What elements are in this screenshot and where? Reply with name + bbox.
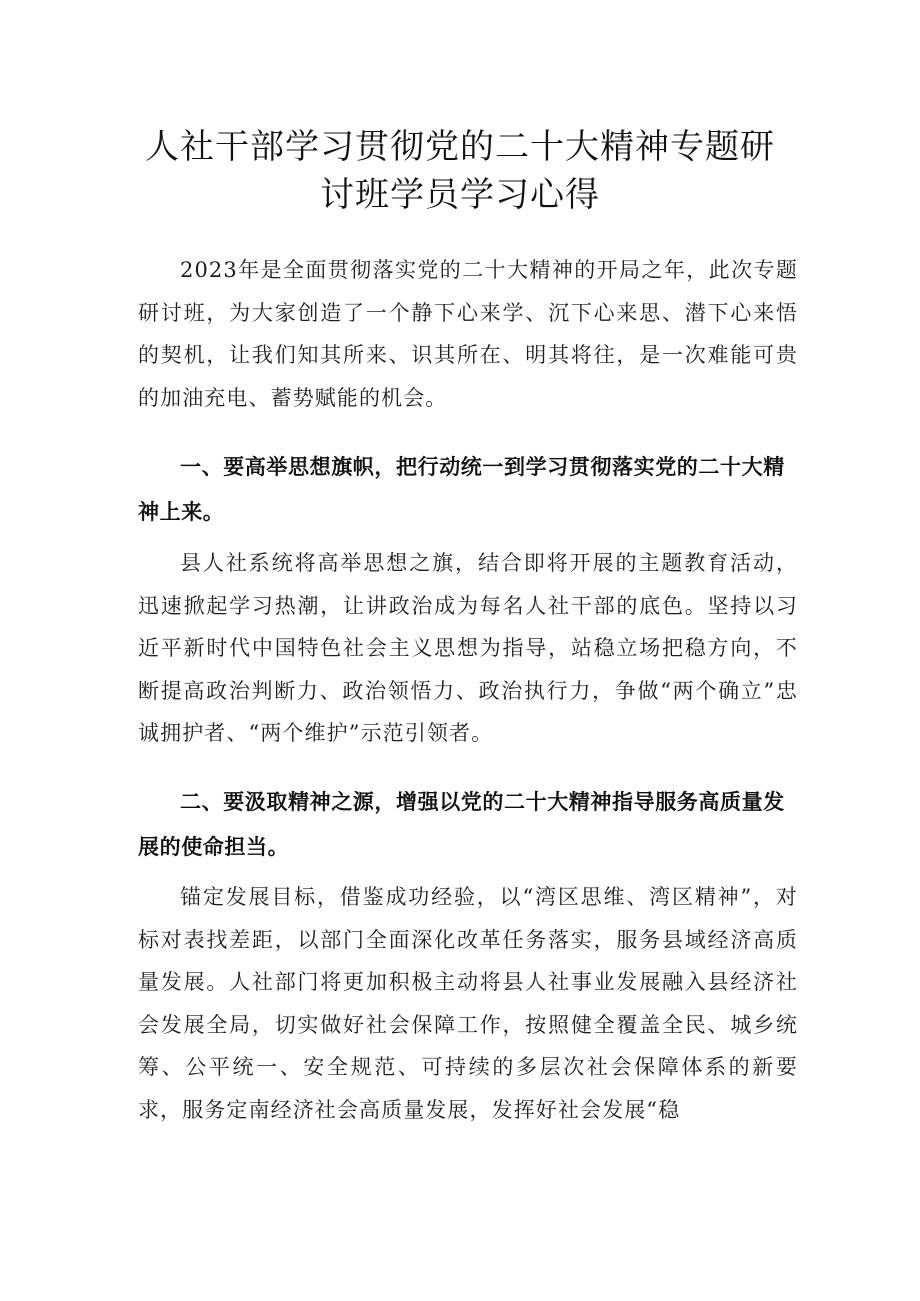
section-1-body: 县人社系统将高举思想之旗，结合即将开展的主题教育活动，迅速掀起学习热潮，让讲政治成为每名人社干部的底色。坚持以习近平新时代中国特色社会主义思想为指导，站稳立场把稳方向，不断提高政治判断力、政治领悟力、政治执行力，争做“两个确立”忠诚拥护者、“两个维护”示范引领者。 — [138, 551, 798, 745]
document-title-line-1: 人社干部学习贯彻党的二十大精神专题研 — [145, 127, 775, 167]
section-2-body: 锚定发展目标，借鉴成功经验，以“湾区思维、湾区精神”，对标对表找差距，以部门全面深化改革任务落实，服务县域经济高质量发展。人社部门将更加积极主动将县人社事业发展融入县经济社会发展全局，切实做好社会保障工作，按照健全覆盖全民、城乡统筹、公平统一、安全规范、可持续的多层次社会保障体系的新要求，服务定南经济社会高质量发展，发挥好社会发展“稳 — [138, 885, 798, 1122]
section-1-heading: 一、要高举思想旗帜，把行动统一到学习贯彻落实党的二十大精神上来。 — [138, 455, 785, 524]
document-title-line-2: 讨班学员学习心得 — [320, 175, 600, 215]
section-2-heading: 二、要汲取精神之源，增强以党的二十大精神指导服务高质量发展的使命担当。 — [138, 790, 785, 859]
intro-paragraph: 2023年是全面贯彻落实党的二十大精神的开局之年，此次专题研讨班，为大家创造了一个静下心来学、沉下心来思、潜下心来悟的契机，让我们知其所来、识其所在、明其将往，是一次难能可贵的加油充电、蓄势赋能的机会。 — [138, 258, 798, 410]
